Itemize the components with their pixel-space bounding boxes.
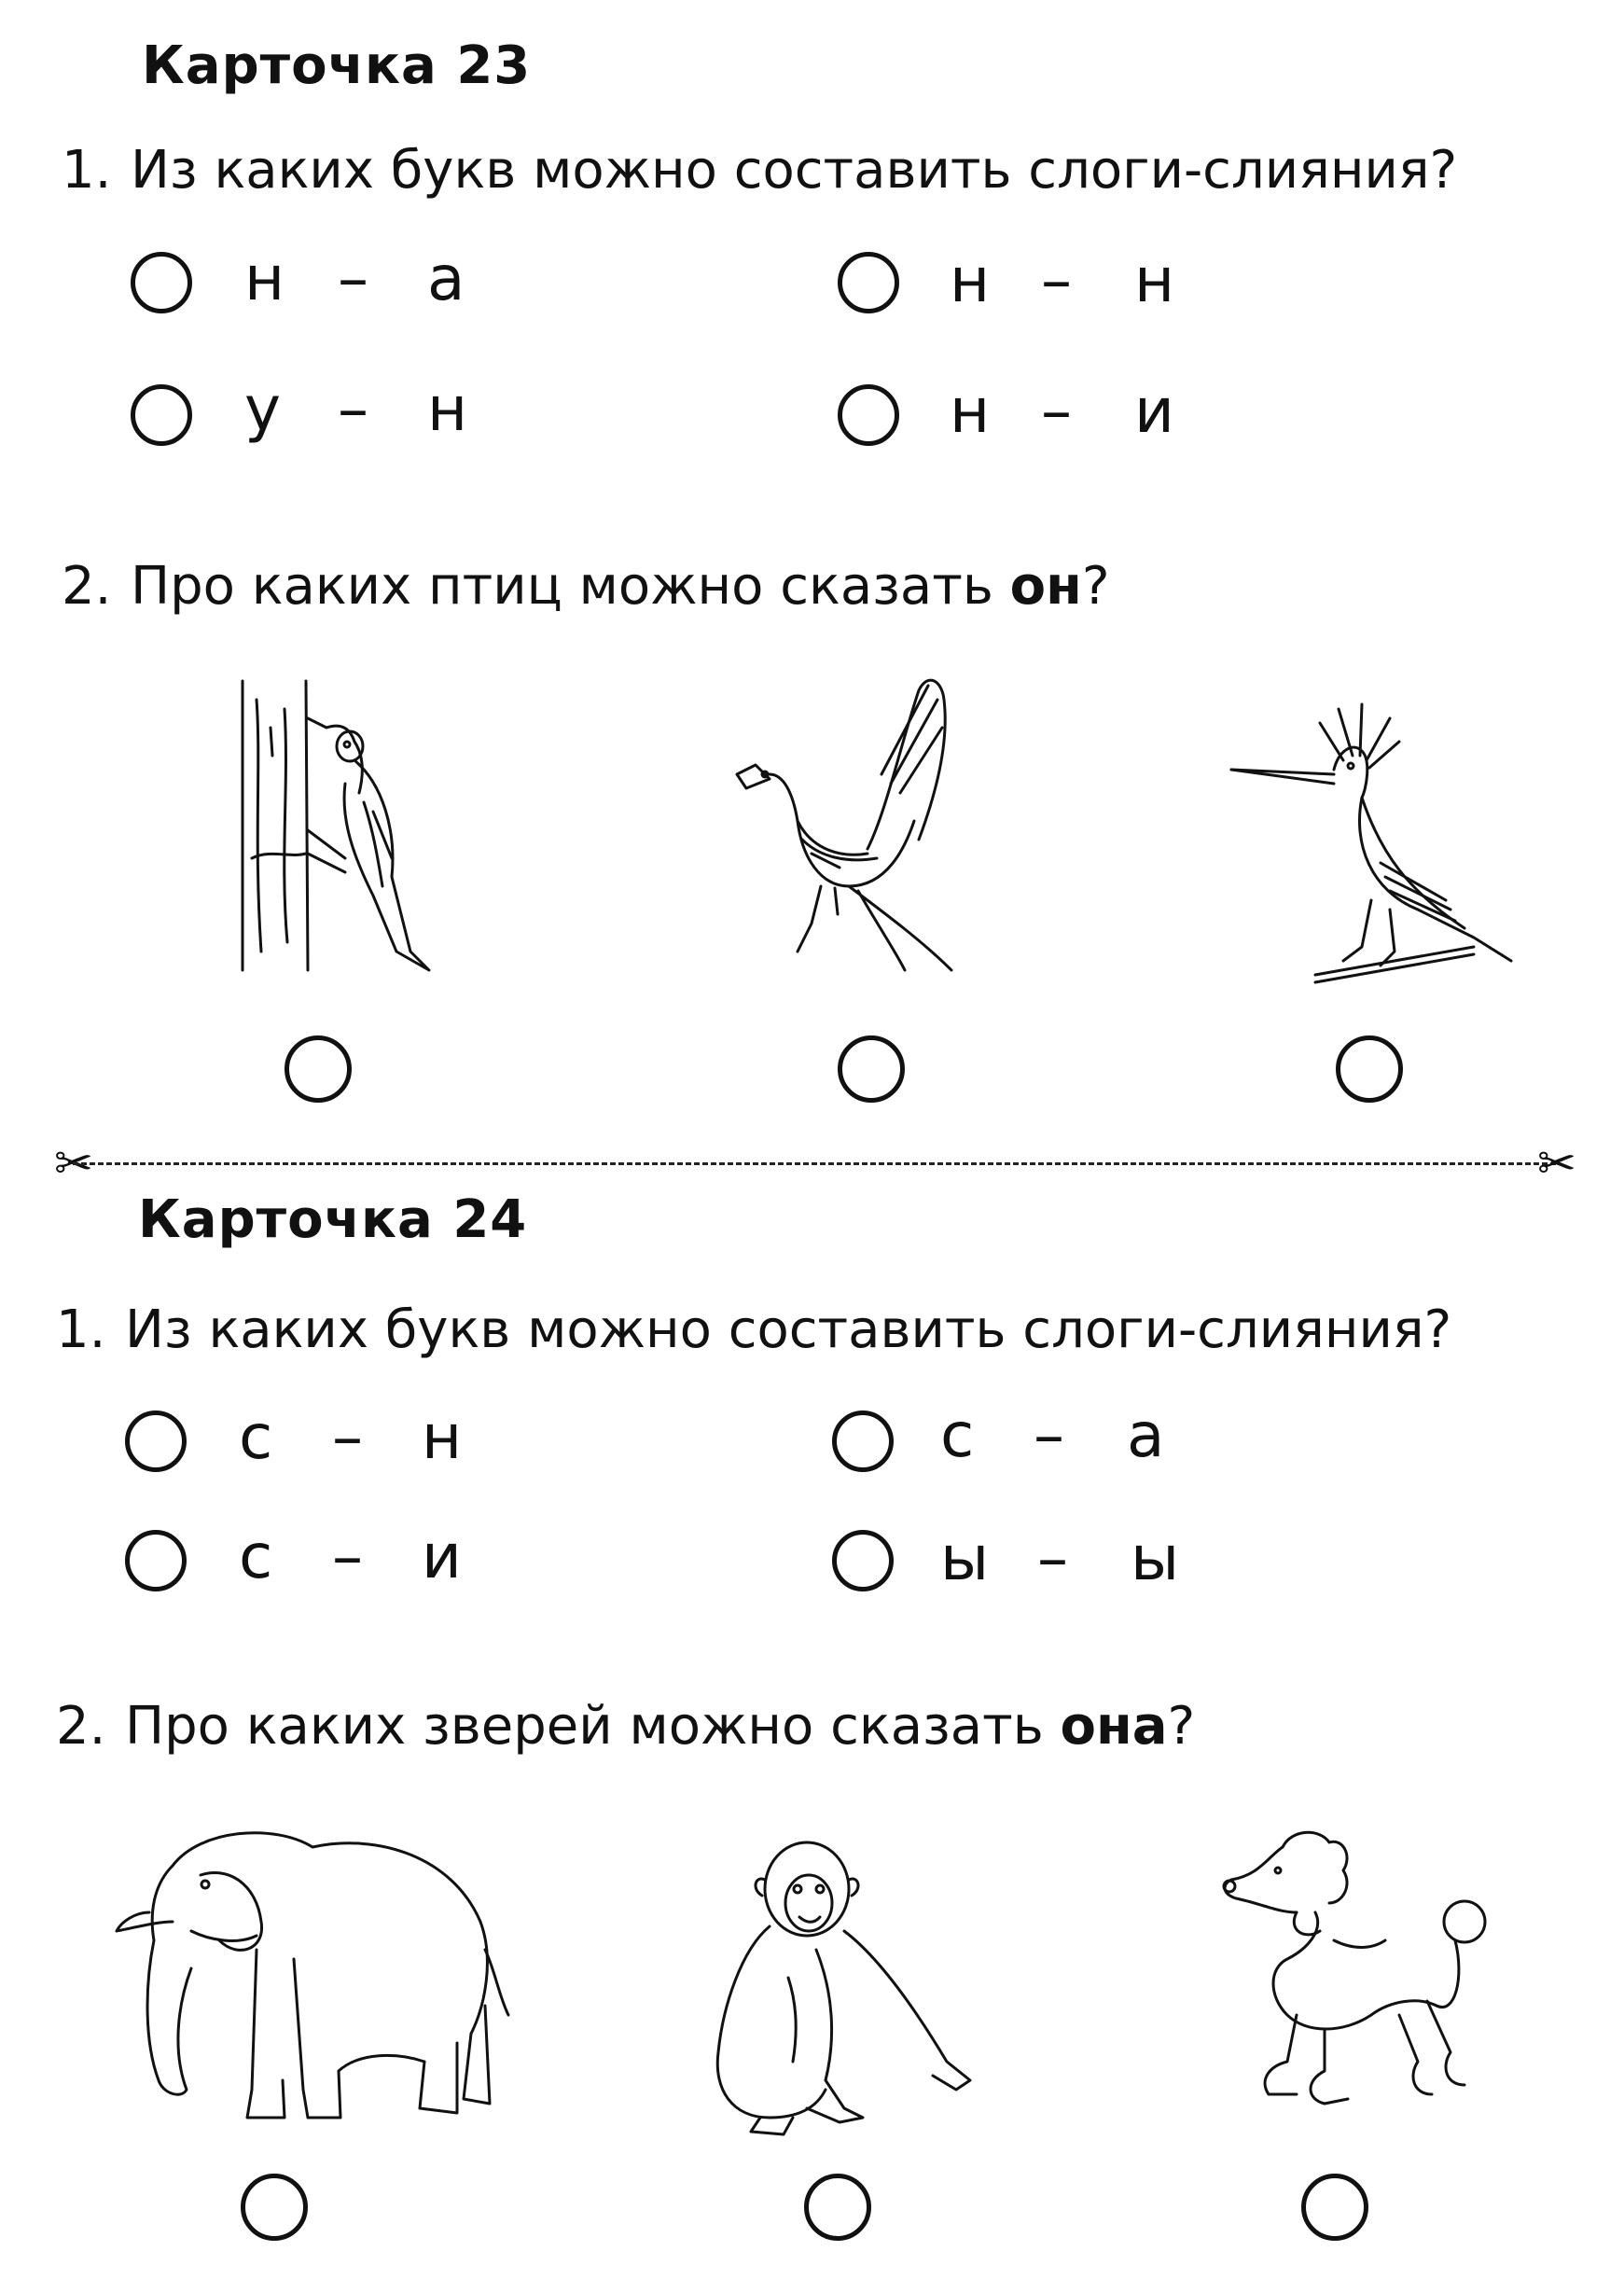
option-letter-left: с bbox=[239, 1401, 273, 1473]
radio-circle[interactable] bbox=[125, 1410, 187, 1472]
option-dash: – bbox=[1041, 375, 1072, 447]
option-dash: – bbox=[338, 243, 368, 314]
radio-circle[interactable] bbox=[832, 1530, 894, 1591]
card-24-q1-number: 1. bbox=[56, 1299, 106, 1360]
card-23-q2-text: Про каких птиц можно сказать он? bbox=[131, 556, 1110, 617]
option-letter-right: н bbox=[422, 1401, 463, 1473]
option-dash: – bbox=[332, 1521, 363, 1592]
card-23-q1-text: Из каких букв можно составить слоги-слияния? bbox=[131, 140, 1458, 201]
option-letter-left: с bbox=[239, 1521, 273, 1592]
option-dash: – bbox=[1034, 1399, 1064, 1471]
option-letter-left: с bbox=[940, 1399, 975, 1471]
hoopoe-illustration bbox=[1231, 704, 1511, 984]
radio-circle[interactable] bbox=[838, 384, 899, 446]
monkey-illustration bbox=[704, 1838, 975, 2136]
option-letter-right: а bbox=[1127, 1399, 1165, 1471]
radio-circle[interactable] bbox=[832, 1410, 894, 1472]
radio-circle[interactable] bbox=[131, 384, 192, 446]
option-dash: – bbox=[338, 373, 368, 445]
radio-circle[interactable] bbox=[125, 1530, 187, 1591]
radio-circle[interactable] bbox=[131, 252, 192, 313]
option-letter-left: н bbox=[950, 375, 991, 447]
card-24-q2-text: Про каких зверей можно сказать она? bbox=[125, 1696, 1196, 1757]
option-letter-right: а bbox=[427, 243, 465, 314]
option-letter-right: и bbox=[422, 1521, 462, 1592]
card-24-title: Карточка 24 bbox=[138, 1189, 528, 1250]
answer-circle-elephant[interactable] bbox=[241, 2174, 308, 2241]
card-24-q1-text: Из каких букв можно составить слоги-слияния? bbox=[125, 1299, 1452, 1360]
answer-circle-woodpecker[interactable] bbox=[285, 1035, 352, 1103]
cut-line-divider bbox=[73, 1162, 1556, 1165]
option-dash: – bbox=[332, 1401, 363, 1473]
option-letter-left: ы bbox=[940, 1522, 990, 1594]
option-letter-left: у bbox=[244, 373, 282, 445]
poodle-illustration bbox=[1213, 1828, 1511, 2118]
option-dash: – bbox=[1041, 244, 1072, 316]
radio-circle[interactable] bbox=[838, 252, 899, 313]
option-letter-right: и bbox=[1134, 375, 1174, 447]
card-23-title: Карточка 23 bbox=[142, 35, 532, 96]
card-24-q2-number: 2. bbox=[56, 1696, 106, 1757]
option-letter-left: н bbox=[950, 244, 991, 316]
option-dash: – bbox=[1037, 1522, 1068, 1594]
answer-circle-hoopoe[interactable] bbox=[1336, 1035, 1403, 1103]
bold-word: она bbox=[1060, 1696, 1168, 1757]
answer-circle-monkey[interactable] bbox=[804, 2174, 871, 2241]
bold-word: он bbox=[1009, 556, 1082, 617]
option-letter-right: н bbox=[1134, 244, 1175, 316]
card-23-q2-number: 2. bbox=[62, 556, 112, 617]
option-letter-left: н bbox=[244, 243, 285, 314]
answer-circle-poodle[interactable] bbox=[1301, 2174, 1368, 2241]
answer-circle-cuckoo[interactable] bbox=[838, 1035, 905, 1103]
elephant-illustration bbox=[117, 1819, 508, 2136]
scissors-icon: ✂ bbox=[1537, 1136, 1576, 1190]
option-letter-right: ы bbox=[1131, 1522, 1180, 1594]
woodpecker-illustration bbox=[233, 672, 448, 980]
cuckoo-illustration bbox=[728, 672, 970, 970]
card-23-q1-number: 1. bbox=[62, 140, 112, 201]
option-letter-right: н bbox=[427, 373, 468, 445]
scissors-icon: ✂ bbox=[54, 1136, 93, 1190]
